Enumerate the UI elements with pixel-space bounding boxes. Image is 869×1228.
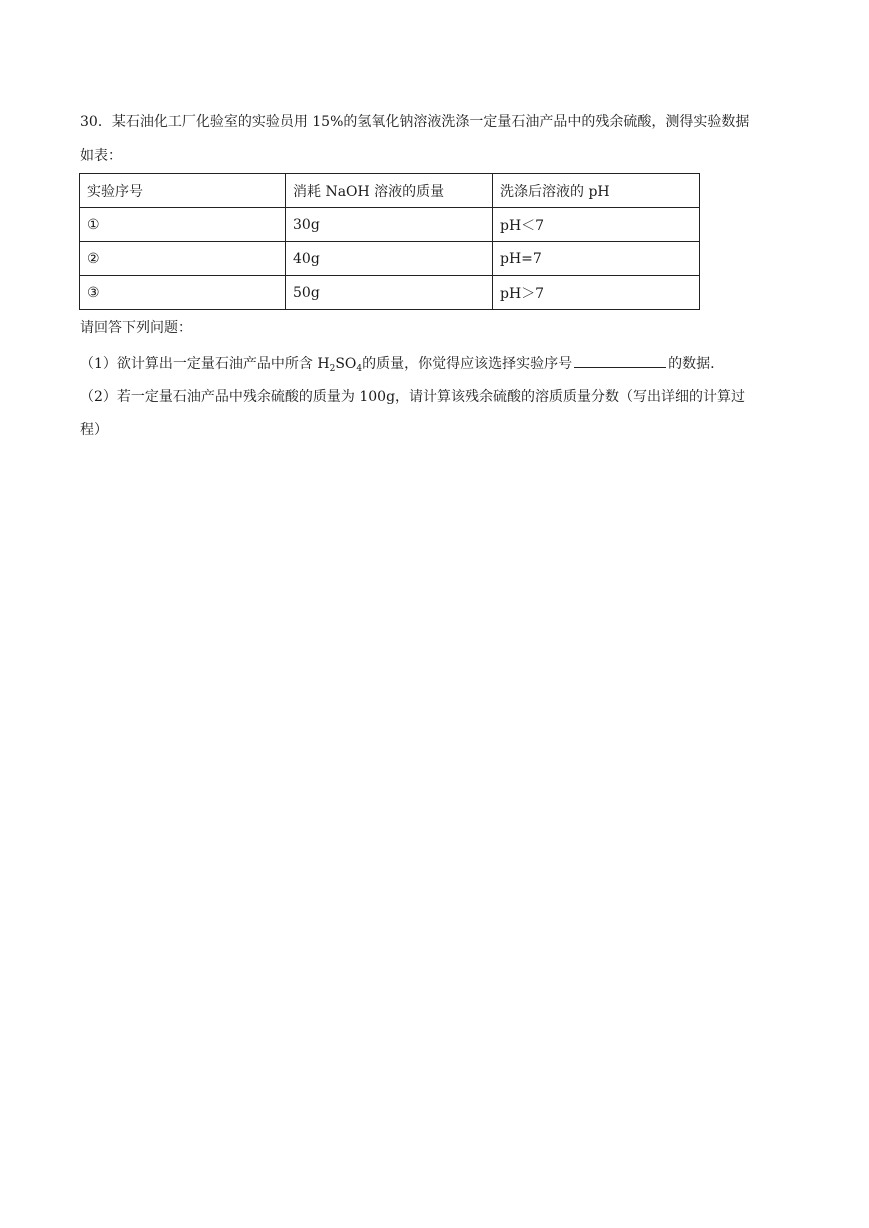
- header-cell-naoh-mass: 消耗 NaOH 溶液的质量: [286, 174, 493, 208]
- table-cell: pH＞7: [493, 276, 700, 310]
- table-cell: ①: [80, 208, 286, 242]
- table-row: [80, 276, 700, 310]
- subscript-4: 4: [356, 364, 363, 374]
- subscript-2: 2: [329, 364, 336, 374]
- experiment-data-table: [79, 173, 700, 310]
- table-cell: 50g: [286, 276, 493, 310]
- part-2-question-line-1: （2）若一定量石油产品中残余硫酸的质量为 100g，请计算该残余硫酸的溶质质量分数（写出详细的计算过: [80, 389, 746, 405]
- part-1-text-before: （1）欲计算出一定量石油产品中所含 H: [80, 356, 330, 372]
- table-row: [80, 208, 700, 242]
- table-header-row: [80, 174, 700, 208]
- table-cell: ③: [80, 276, 286, 310]
- table-cell: pH＜7: [493, 208, 700, 242]
- table-cell: 30g: [286, 208, 493, 242]
- header-cell-ph: 洗涤后溶液的 pH: [493, 174, 700, 208]
- table-cell: 40g: [286, 242, 493, 276]
- answer-blank[interactable]: [574, 352, 666, 368]
- part-1-text-after: 的质量，你觉得应该选择实验序号: [362, 356, 573, 372]
- question-text-line-2: 如表：: [80, 148, 122, 164]
- table-cell: pH=7: [493, 242, 700, 276]
- prompt-text: 请回答下列问题：: [80, 320, 192, 336]
- part-1-text-so: SO: [335, 356, 357, 372]
- part-1-text-end: 的数据.: [668, 356, 715, 372]
- table-cell: ②: [80, 242, 286, 276]
- part-1-question: [80, 352, 715, 374]
- question-text-line-1: 30．某石油化工厂化验室的实验员用 15%的氢氧化钠溶液洗涤一定量石油产品中的残余硫酸，测得实验数据: [80, 114, 750, 130]
- table-row: [80, 242, 700, 276]
- part-2-question-line-2: 程）: [80, 422, 108, 438]
- header-cell-trial-number: 实验序号: [80, 174, 286, 208]
